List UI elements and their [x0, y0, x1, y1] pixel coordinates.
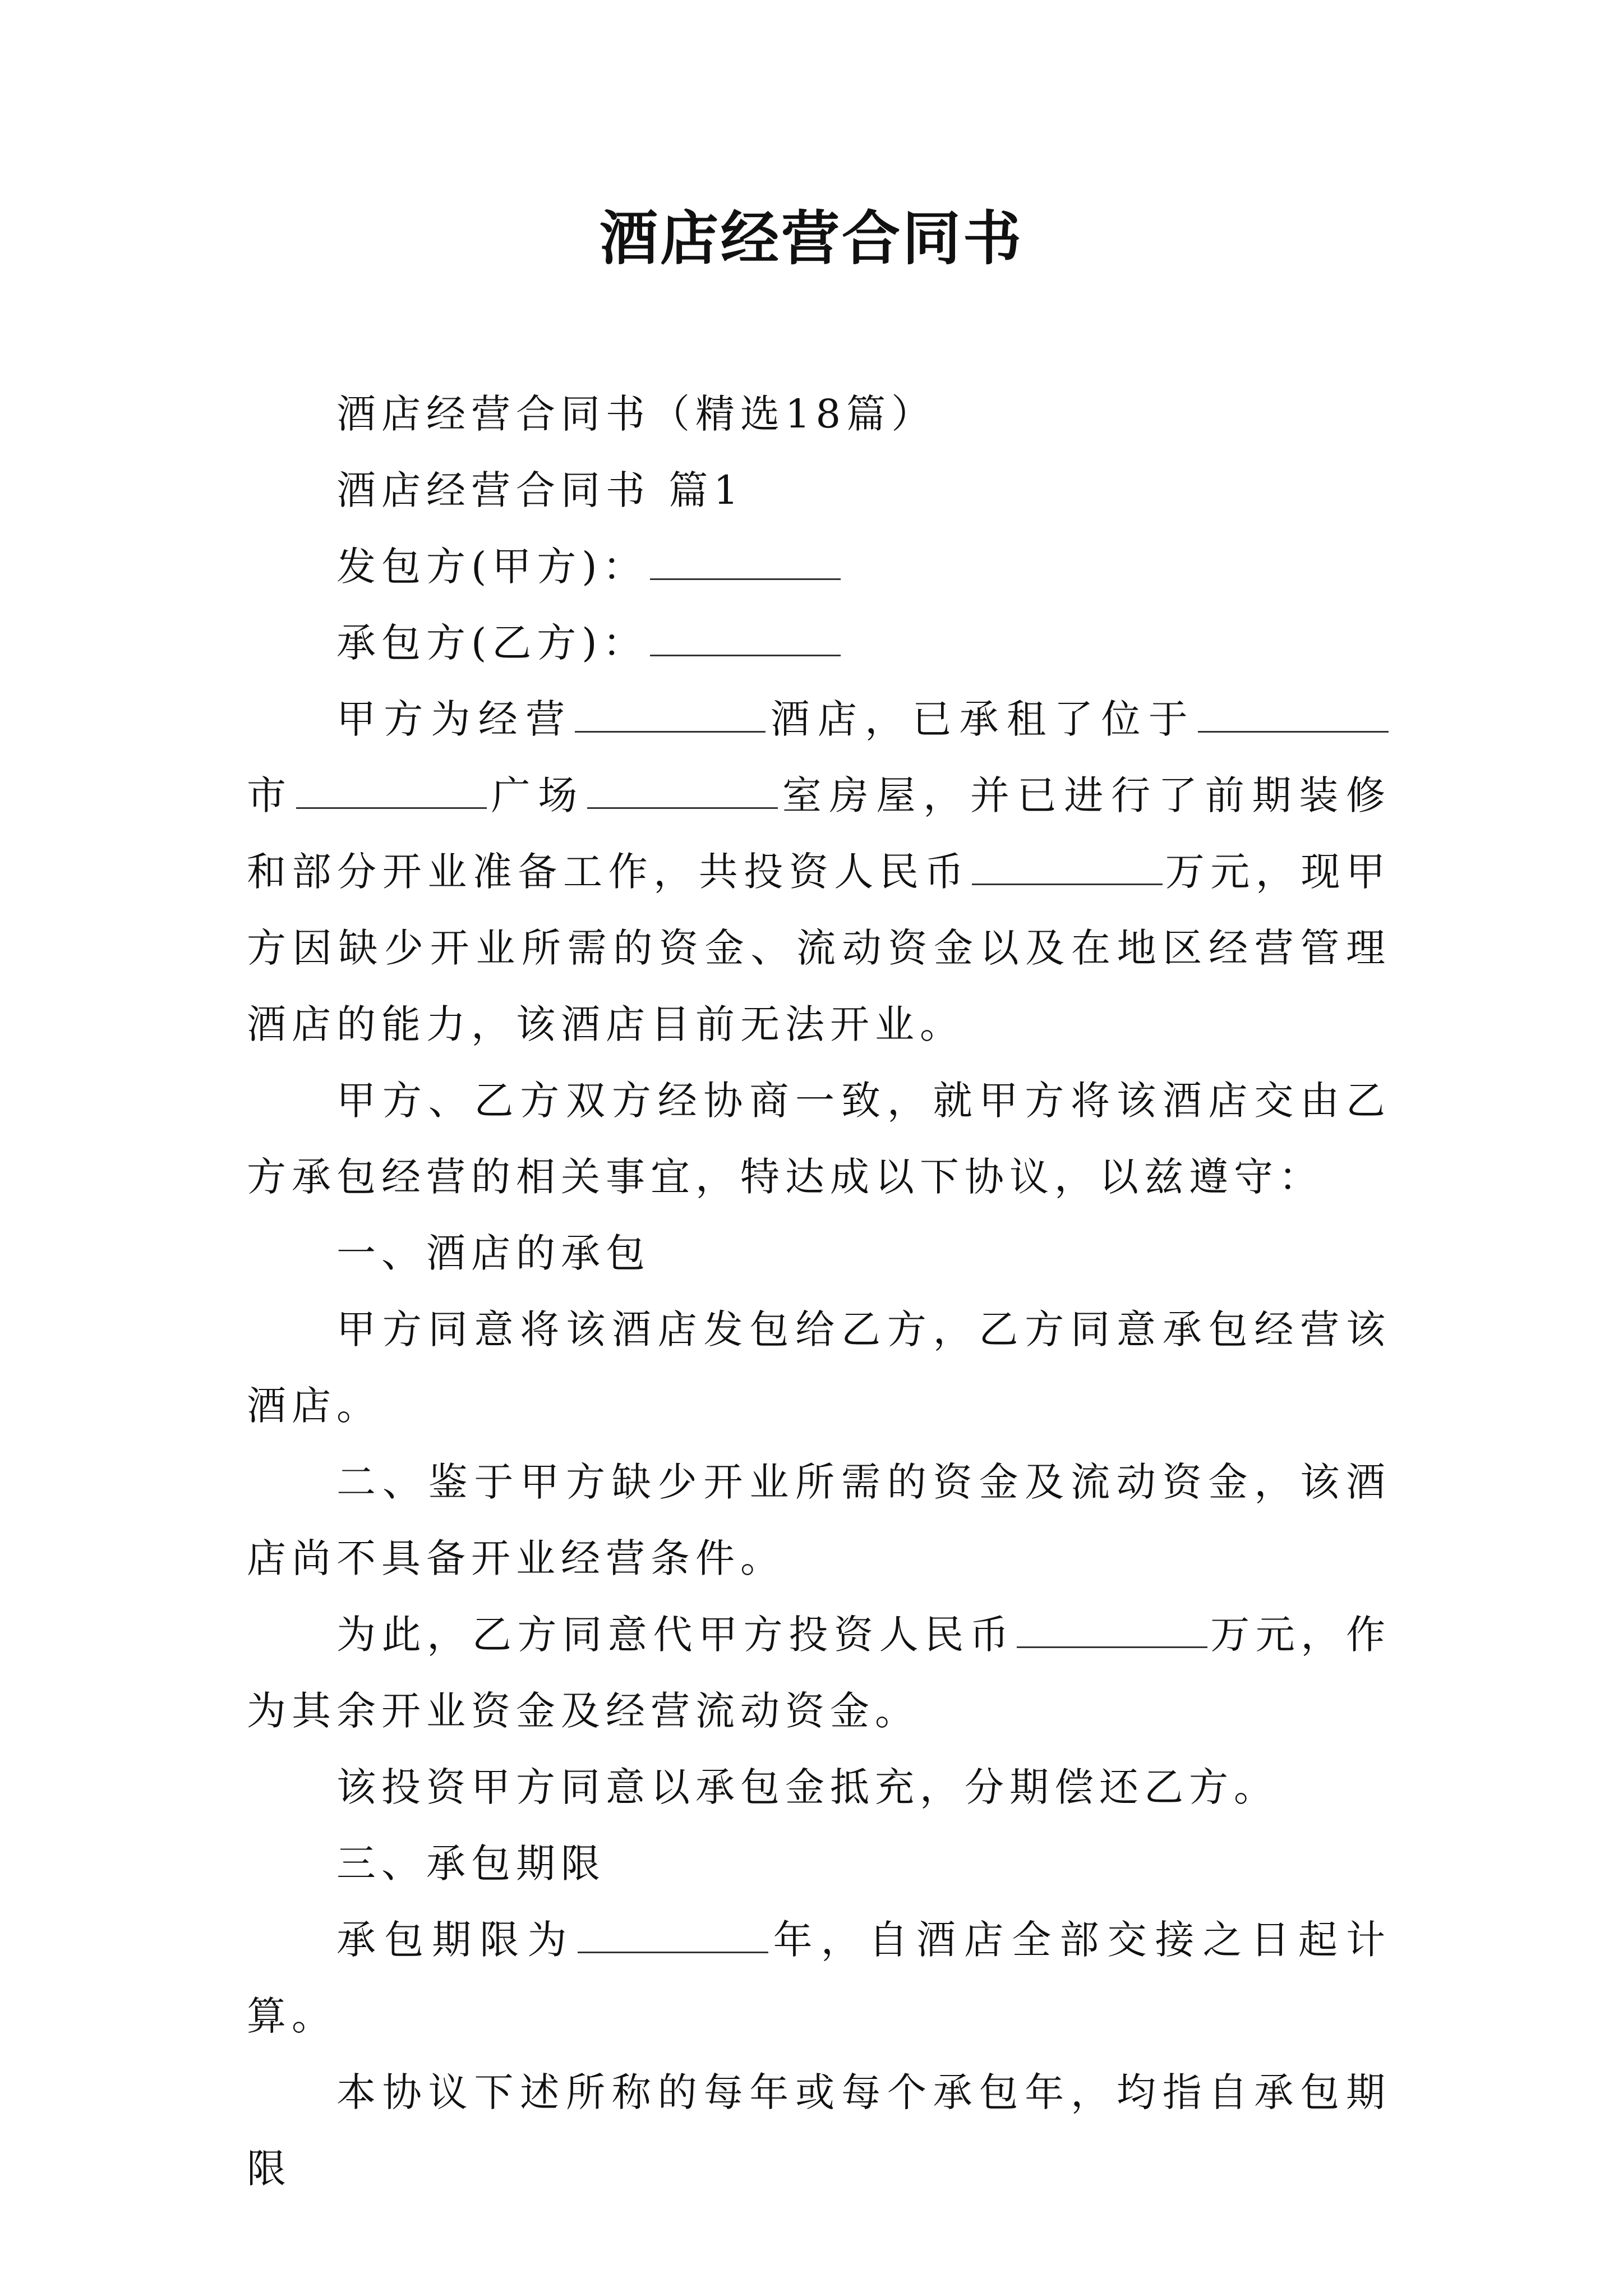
paragraph-text: 承包期限为 [336, 1917, 575, 1963]
paragraph-text: 为此，乙方同意代甲方投资人民币 [336, 1612, 1015, 1658]
paragraph-text: 室房屋，并已进行了前期装修和部分开业准备工作，共投资人民币 [247, 772, 1391, 895]
paragraph [247, 1902, 1391, 2054]
paragraph [247, 2054, 1391, 2207]
paragraph-text: 三、承包期限 [336, 1841, 606, 1887]
paragraph-text: 本协议下述所称的每年或每个承包年，均指自承包期限 [247, 2069, 1391, 2192]
fill-in-blank [650, 621, 841, 656]
paragraph-text: 市 [247, 772, 294, 818]
paragraph-text: 甲方同意将该酒店发包给乙方，乙方同意承包经营该酒店。 [247, 1306, 1391, 1429]
paragraph [247, 528, 1391, 605]
paragraph [247, 1291, 1391, 1444]
fill-in-blank [1198, 697, 1389, 733]
paragraph-text: 该投资甲方同意以承包金抵充，分期偿还乙方。 [336, 1764, 1279, 1810]
paragraph-text: 二、鉴于甲方缺少开业所需的资金及流动资金，该酒店尚不具备开业经营条件。 [247, 1459, 1391, 1581]
paragraph-text: 酒店经营合同书（精选18篇） [336, 391, 937, 437]
paragraph-text: 万元，现甲方因缺少开业所需的资金、流动资金以及在地区经营管理酒店的能力，该酒店目前无法开业。 [247, 849, 1391, 1047]
paragraph [247, 1825, 1391, 1902]
fill-in-blank [578, 1918, 768, 1953]
paragraph [247, 1444, 1391, 1596]
paragraph [247, 1215, 1391, 1291]
paragraph [247, 1596, 1391, 1749]
fill-in-blank [650, 545, 841, 580]
paragraph [247, 681, 1391, 1062]
paragraph-text: 年，自酒店全部交接之日起计算。 [247, 1917, 1391, 2039]
paragraph [247, 1749, 1391, 1825]
fill-in-blank [972, 850, 1163, 885]
paragraph-text: 万元，作为其余开业资金及经营流动资金。 [247, 1612, 1391, 1734]
paragraph [247, 1062, 1391, 1215]
paragraph [247, 376, 1391, 452]
fill-in-blank [296, 774, 487, 809]
paragraph-text: 一、酒店的承包 [336, 1230, 651, 1276]
paragraph-text: 承包方(乙方)： [336, 620, 648, 666]
fill-in-blank [1017, 1613, 1207, 1648]
fill-in-blank [575, 697, 766, 733]
paragraph-text: 酒店，已承租了位于 [768, 696, 1196, 742]
paragraph-text: 发包方(甲方)： [336, 544, 648, 590]
paragraph [247, 452, 1391, 528]
paragraph-text: 甲方、乙方双方经协商一致，就甲方将该酒店交由乙方承包经营的相关事宜，特达成以下协议，以兹遵守： [247, 1078, 1391, 1200]
paragraph-text: 广场 [488, 772, 585, 818]
paragraph-text: 甲方为经营 [336, 696, 573, 742]
paragraph [247, 605, 1391, 681]
document-title: 酒店经营合同书 [599, 204, 1023, 273]
fill-in-blank [587, 774, 778, 809]
paragraph-text: 酒店经营合同书 篇1 [336, 467, 744, 513]
document-body [247, 376, 1391, 2207]
